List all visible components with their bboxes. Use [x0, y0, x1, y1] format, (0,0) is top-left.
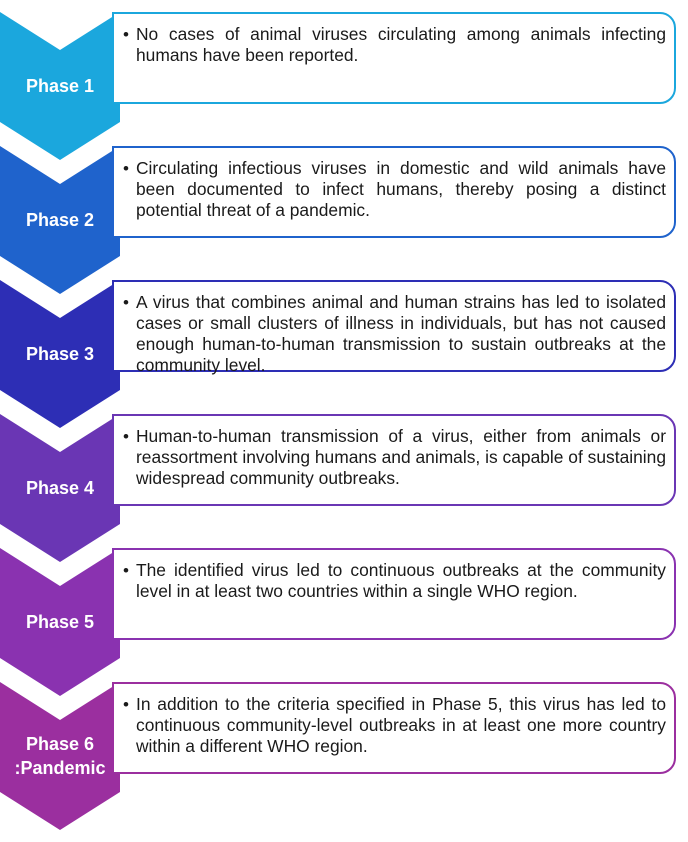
phase-label	[4, 74, 116, 98]
phase-label	[4, 208, 116, 232]
phase-description-box	[112, 12, 676, 104]
bullet-marker: •	[123, 427, 129, 446]
phase-description-text: The identified virus led to continuous outbreaks at the community level in at least two countries within a single WHO region.	[136, 560, 666, 601]
phase-description-box	[112, 280, 676, 375]
phase-label-line: Phase 4	[25, 478, 95, 498]
phase-label-line: Phase 3	[25, 344, 95, 364]
phase-description-text: A virus that combines animal and human strains has led to isolated cases or small clusters of illness in individuals, but has not caused enough human-to-human transmission to sustain outbreaks at the community level.	[136, 292, 666, 375]
phase-description-text: Human-to-human transmission of a virus, either from animals or reassortment involving humans and animals, is capable of sustaining widespread community outbreaks.	[136, 426, 666, 488]
bullet-marker: •	[123, 695, 129, 714]
phase-label	[4, 610, 116, 634]
bullet-marker: •	[123, 25, 129, 44]
phase-label	[4, 732, 116, 780]
phase-description-text: No cases of animal viruses circulating among animals infecting humans have been reported.	[136, 24, 666, 65]
phase-description-text: Circulating infectious viruses in domestic and wild animals have been documented to infect humans, thereby posing a distinct potential threat of a pandemic.	[136, 158, 666, 220]
phase-label-line: Phase 6	[25, 734, 95, 754]
bullet-marker: •	[123, 293, 129, 312]
bullet-marker: •	[123, 561, 129, 580]
phase-label-line: Phase 2	[25, 210, 95, 230]
phase-description-text: In addition to the criteria specified in Phase 5, this virus has led to continuous community-level outbreaks in at least one more country within a different WHO region.	[136, 694, 666, 756]
phase-label-line: Phase 5	[25, 612, 95, 632]
phase-description-box	[112, 146, 676, 238]
bullet-marker: •	[123, 159, 129, 178]
phase-description-box	[112, 414, 676, 506]
phase-label-line: :Pandemic	[14, 758, 106, 778]
phase-description-box	[112, 548, 676, 640]
phase-label	[4, 476, 116, 500]
phase-description-box	[112, 682, 676, 774]
phase-label	[4, 342, 116, 366]
phase-label-line: Phase 1	[25, 76, 95, 96]
phase-row	[0, 682, 688, 842]
